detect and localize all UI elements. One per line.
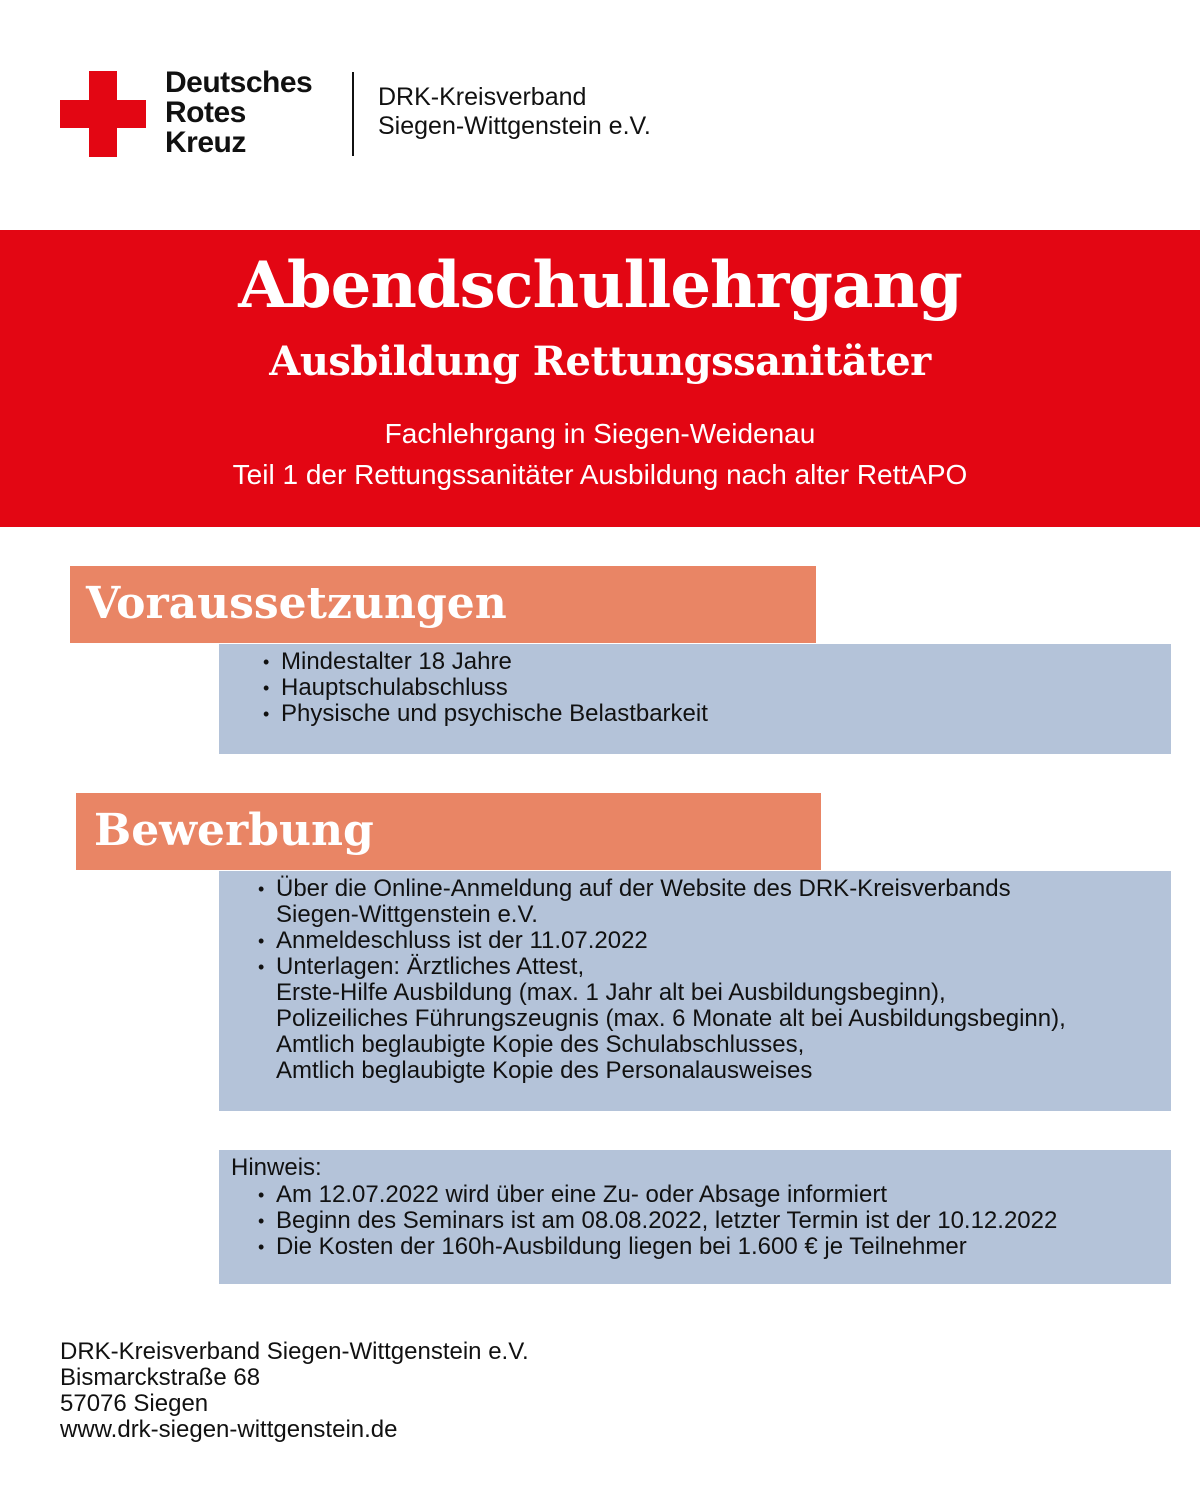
list-item: • Über die Online-Anmeldung auf der Website des DRK-Kreisverbands Siegen-Wittgenstein e.V. [258,875,1011,928]
list-item: • Physische und psychische Belastbarkeit [263,700,708,727]
list-item: • Anmeldeschluss ist der 11.07.2022 [258,927,648,954]
logo-wordmark [165,68,312,158]
list-item: • Unterlagen: Ärztliches Attest, Erste-Hilfe Ausbildung (max. 1 Jahr alt bei Ausbildungsbeginn), Polizeiliches Führungszeugnis (max. 6 Monate alt bei Ausbildungsbeginn), Amtlich beglaubigte Kopie des Schulabschlusses, Amtlich beglaubigte Kopie des Personalausweises [258,953,1066,1084]
bullet-icon: • [258,957,265,977]
bullet-icon: • [263,678,270,698]
bullet-icon: • [263,652,270,672]
list-item: • Die Kosten der 160h-Ausbildung liegen bei 1.600 € je Teilnehmer [258,1233,967,1260]
footer-org-name: DRK-Kreisverband Siegen-Wittgenstein e.V. [60,1338,529,1365]
footer-city: 57076 Siegen [60,1390,209,1417]
bullet-icon: • [258,931,265,951]
list-item: • Hauptschulabschluss [263,674,508,701]
list-item: • Am 12.07.2022 wird über eine Zu- oder Absage informiert [258,1181,888,1208]
logo-divider [352,72,354,156]
bullet-icon: • [258,879,265,899]
list-item: • Beginn des Seminars ist am 08.08.2022, letzter Termin ist der 10.12.2022 [258,1207,1058,1234]
red-cross-logo-icon [60,71,146,157]
list-item: • Mindestalter 18 Jahre [263,648,512,675]
logo-line-2: Rotes [165,96,246,129]
logo-line-3: Kreuz [165,126,246,159]
section-heading-voraussetzungen: Voraussetzungen [70,566,816,643]
voraussetzungen-box [219,644,1171,754]
bullet-icon: • [258,1185,265,1205]
logo-line-1: Deutsches [165,66,313,99]
bewerbung-list [256,876,1066,1084]
banner-description-line-2: Teil 1 der Rettungssanitäter Ausbildung nach alter RettAPO [232,459,968,490]
hinweis-label: Hinweis: [231,1154,322,1181]
page-subtitle: Ausbildung Rettungssanitäter [269,338,931,385]
org-name-line-2: Siegen-Wittgenstein e.V. [378,112,651,140]
title-banner [0,230,1200,527]
footer-address [60,1339,529,1443]
bullet-icon: • [258,1237,265,1257]
hinweis-box [219,1150,1171,1284]
page-title: Abendschullehrgang [238,248,962,323]
banner-description-line-1: Fachlehrgang in Siegen-Weidenau [384,418,816,449]
bullet-icon: • [263,704,270,724]
org-name [378,83,651,141]
hinweis-list [256,1182,1057,1260]
voraussetzungen-list [261,649,708,727]
bullet-icon: • [258,1211,265,1231]
org-name-line-1: DRK-Kreisverband [378,83,587,111]
bewerbung-box [219,871,1171,1111]
section-heading-bewerbung: Bewerbung [76,793,821,870]
footer-street: Bismarckstraße 68 [60,1364,261,1391]
footer-website-link[interactable]: www.drk-siegen-wittgenstein.de [60,1416,398,1443]
